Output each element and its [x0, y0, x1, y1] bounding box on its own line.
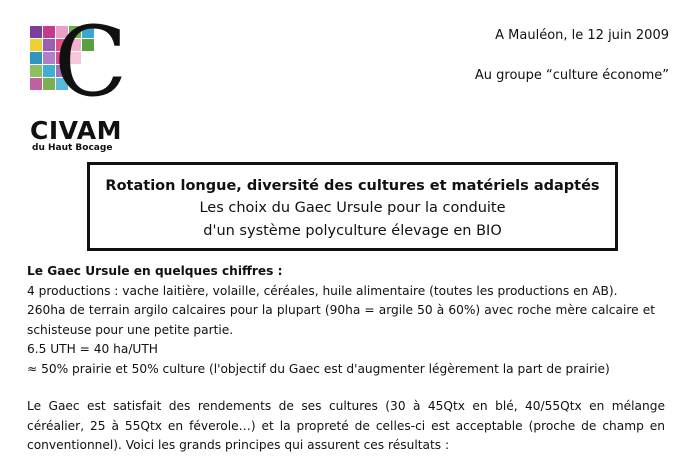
letter-date: A Mauléon, le 12 juin 2009	[495, 28, 669, 43]
mosaic-tile	[30, 26, 42, 38]
land-line: 260ha de terrain argilo calcaires pour la plupart (90ha = argile 50 à 60%) avec roche mère calcaire et schisteuse pour une petite partie.	[27, 303, 655, 337]
uth-line: 6.5 UTH = 40 ha/UTH	[27, 342, 158, 356]
results-paragraph: Le Gaec est satisfait des rendements de ses cultures (30 à 45Qtx en blé, 40/55Qtx en mélange céréalier, 25 à 55Qtx en féverole…) et la propreté de celles-ci est acceptable (proche de champ en conventionnel). Voici les grands principes qui assurent ces résultats :	[27, 399, 665, 452]
logo-subtitle: du Haut Bocage	[32, 143, 113, 153]
title-line-1: Rotation longue, diversité des cultures et matériels adaptés	[105, 178, 600, 194]
logo-letter: C	[54, 6, 126, 118]
logo-name: CIVAM	[30, 116, 123, 145]
civam-logo	[24, 6, 134, 154]
figures-section	[27, 262, 655, 379]
mosaic-tile	[30, 52, 42, 64]
title-line-3: d'un système polyculture élevage en BIO	[203, 223, 502, 239]
title-box	[87, 162, 618, 251]
letter-recipient: Au groupe “culture économe”	[474, 68, 669, 83]
productions-line: 4 productions : vache laitière, volaille, céréales, huile alimentaire (toutes les productions en AB).	[27, 283, 618, 298]
title-line-2: Les choix du Gaec Ursule pour la conduite	[199, 200, 506, 216]
prairie-line: ≈ 50% prairie et 50% culture (l'objectif du Gaec est d'augmenter légèrement la part de prairie)	[27, 361, 610, 376]
mosaic-tile	[30, 65, 42, 77]
mosaic-tile	[30, 39, 42, 51]
mosaic-tile	[30, 78, 42, 90]
section-heading: Le Gaec Ursule en quelques chiffres :	[27, 264, 283, 278]
